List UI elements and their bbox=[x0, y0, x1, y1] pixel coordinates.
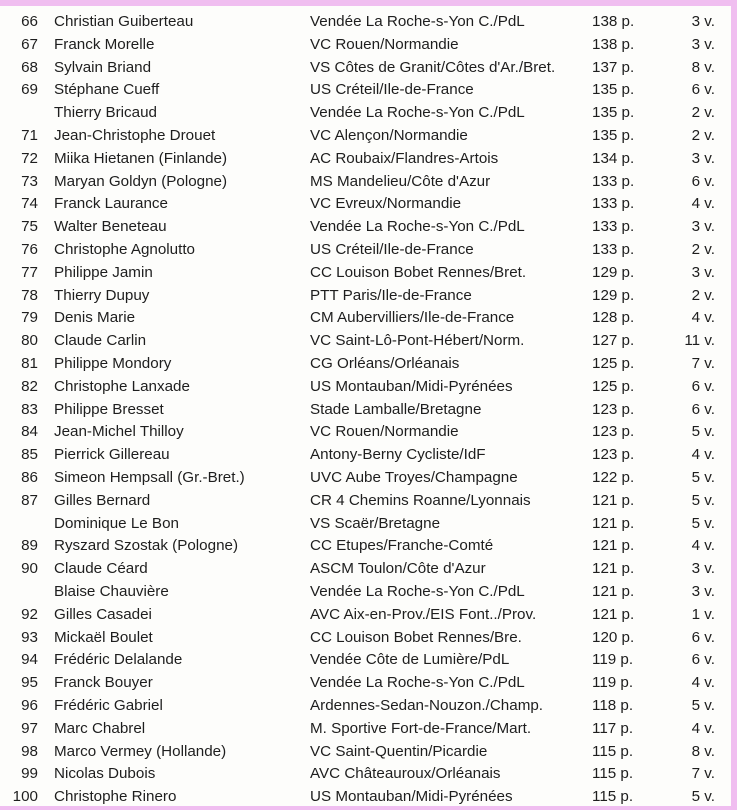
wins-value: 6 v. bbox=[691, 400, 715, 418]
rider-name: Gilles Bernard bbox=[54, 491, 151, 509]
table-row bbox=[0, 307, 731, 330]
rank-cell: 79 bbox=[21, 309, 38, 327]
table-row bbox=[0, 353, 731, 376]
rider-name: Stéphane Cueff bbox=[54, 81, 160, 99]
club-name: VS Scaër/Bretagne bbox=[310, 514, 441, 532]
points-value: 121 p. bbox=[592, 537, 635, 555]
wins-value: 5 v. bbox=[691, 469, 715, 486]
points-value: 133 p. bbox=[592, 195, 635, 213]
table-row bbox=[0, 627, 731, 650]
table-row bbox=[0, 467, 731, 490]
club-name: CC Louison Bobet Rennes/Bre. bbox=[310, 628, 522, 646]
wins-value: 3 v. bbox=[691, 560, 715, 578]
rider-name: Christian Guiberteau bbox=[54, 13, 194, 30]
points-value: 138 p. bbox=[592, 35, 635, 53]
wins-value: 4 v. bbox=[691, 674, 715, 692]
rank-cell: 80 bbox=[21, 332, 38, 350]
club-name: CM Aubervilliers/Ile-de-France bbox=[310, 309, 515, 327]
club-name: M. Sportive Fort-de-France/Mart. bbox=[310, 719, 532, 737]
rider-name: Blaise Chauvière bbox=[54, 583, 169, 600]
rank-cell: 76 bbox=[21, 241, 38, 258]
rider-name: Philippe Mondory bbox=[54, 355, 172, 372]
wins-value: 5 v. bbox=[691, 697, 715, 714]
rider-name: Franck Bouyer bbox=[54, 674, 153, 692]
points-value: 125 p. bbox=[592, 355, 635, 372]
club-name: VC Evreux/Normandie bbox=[310, 195, 462, 213]
table-row bbox=[0, 444, 731, 467]
points-value: 119 p. bbox=[592, 674, 634, 692]
rider-name: Mickaël Boulet bbox=[54, 628, 153, 646]
club-name: VC Alençon/Normandie bbox=[310, 127, 468, 144]
points-value: 138 p. bbox=[592, 13, 635, 30]
club-name: CG Orléans/Orléanais bbox=[310, 355, 460, 372]
club-name: CR 4 Chemins Roanne/Lyonnais bbox=[310, 491, 531, 509]
table-row bbox=[0, 376, 731, 399]
rider-name: Franck Morelle bbox=[54, 35, 155, 53]
club-name: Vendée La Roche-s-Yon C./PdL bbox=[310, 13, 525, 30]
rank-cell: 75 bbox=[21, 218, 38, 236]
rank-cell: 83 bbox=[21, 400, 38, 418]
points-value: 134 p. bbox=[592, 149, 635, 167]
wins-value: 6 v. bbox=[691, 628, 715, 646]
points-value: 123 p. bbox=[592, 423, 635, 441]
club-name: PTT Paris/Ile-de-France bbox=[310, 286, 472, 304]
rider-name: Frédéric Delalande bbox=[54, 651, 183, 669]
table-row bbox=[0, 57, 731, 80]
points-value: 121 p. bbox=[592, 514, 635, 532]
table-row bbox=[0, 786, 731, 809]
points-value: 129 p. bbox=[592, 263, 635, 281]
wins-value: 6 v. bbox=[691, 651, 715, 669]
rank-cell: 84 bbox=[21, 423, 38, 441]
table-row bbox=[0, 34, 731, 57]
table-row bbox=[0, 399, 731, 422]
table-row bbox=[0, 79, 731, 102]
table-row bbox=[0, 239, 731, 262]
rank-cell: 86 bbox=[21, 469, 38, 486]
points-value: 128 p. bbox=[592, 309, 635, 327]
club-name: CC Etupes/Franche-Comté bbox=[310, 537, 494, 555]
club-name: Stade Lamballe/Bretagne bbox=[310, 400, 482, 418]
club-name: AVC Châteauroux/Orléanais bbox=[310, 765, 501, 783]
club-name: AVC Aix-en-Prov./EIS Font../Prov. bbox=[310, 605, 537, 623]
points-value: 122 p. bbox=[592, 469, 635, 486]
rider-name: Franck Laurance bbox=[54, 195, 168, 213]
table-row bbox=[0, 193, 731, 216]
points-value: 120 p. bbox=[592, 628, 635, 646]
points-value: 123 p. bbox=[592, 400, 635, 418]
rider-name: Christophe Lanxade bbox=[54, 377, 190, 395]
wins-value: 3 v. bbox=[691, 218, 715, 236]
rider-name: Claude Carlin bbox=[54, 332, 147, 350]
rank-cell: 92 bbox=[21, 605, 38, 623]
rider-name: Philippe Jamin bbox=[54, 263, 153, 281]
points-value: 119 p. bbox=[592, 651, 634, 669]
wins-value: 5 v. bbox=[691, 788, 715, 806]
rider-name: Jean-Michel Thilloy bbox=[54, 423, 184, 441]
points-value: 121 p. bbox=[592, 583, 635, 600]
club-name: US Montauban/Midi-Pyrénées bbox=[310, 788, 513, 806]
rank-cell: 71 bbox=[21, 127, 38, 144]
wins-value: 5 v. bbox=[691, 423, 715, 441]
wins-value: 8 v. bbox=[691, 742, 715, 760]
table-row bbox=[0, 695, 731, 718]
wins-value: 8 v. bbox=[691, 58, 715, 76]
club-name: US Montauban/Midi-Pyrénées bbox=[310, 377, 513, 395]
table-row bbox=[0, 672, 731, 695]
points-value: 133 p. bbox=[592, 172, 635, 190]
wins-value: 3 v. bbox=[691, 263, 715, 281]
rank-cell: 82 bbox=[21, 377, 38, 395]
rank-cell: 73 bbox=[21, 172, 38, 190]
club-name: Antony-Berny Cycliste/IdF bbox=[310, 446, 486, 464]
rank-cell: 81 bbox=[21, 355, 38, 372]
rank-cell: 100 bbox=[12, 788, 38, 806]
club-name: Vendée La Roche-s-Yon C./PdL bbox=[310, 674, 525, 692]
table-row bbox=[0, 330, 731, 353]
points-value: 133 p. bbox=[592, 241, 635, 258]
points-value: 115 p. bbox=[592, 765, 634, 783]
wins-value: 7 v. bbox=[691, 355, 715, 372]
rider-name: Dominique Le Bon bbox=[54, 514, 179, 532]
rider-name: Simeon Hempsall (Gr.-Bret.) bbox=[54, 469, 245, 486]
rank-cell: 94 bbox=[21, 651, 38, 669]
points-value: 129 p. bbox=[592, 286, 635, 304]
club-name: Vendée Côte de Lumière/PdL bbox=[310, 651, 510, 669]
club-name: Ardennes-Sedan-Nouzon./Champ. bbox=[310, 697, 544, 714]
points-value: 127 p. bbox=[592, 332, 635, 350]
club-name: UVC Aube Troyes/Champagne bbox=[310, 469, 518, 486]
club-name: AC Roubaix/Flandres-Artois bbox=[310, 149, 499, 167]
rank-cell: 77 bbox=[21, 263, 38, 281]
table-row bbox=[0, 581, 731, 604]
wins-value: 2 v. bbox=[691, 104, 715, 122]
table-row bbox=[0, 421, 731, 444]
rider-name: Marc Chabrel bbox=[54, 719, 146, 737]
rider-name: Frédéric Gabriel bbox=[54, 697, 163, 714]
points-value: 115 p. bbox=[592, 742, 634, 760]
points-value: 137 p. bbox=[592, 58, 635, 76]
rider-name: Thierry Bricaud bbox=[54, 104, 157, 122]
wins-value: 1 v. bbox=[691, 605, 715, 623]
club-name: Vendée La Roche-s-Yon C./PdL bbox=[310, 583, 525, 600]
points-value: 133 p. bbox=[592, 218, 635, 236]
rider-name: Pierrick Gillereau bbox=[54, 446, 170, 464]
wins-value: 3 v. bbox=[691, 13, 715, 30]
table-row bbox=[0, 490, 731, 513]
wins-value: 4 v. bbox=[691, 195, 715, 213]
table-row bbox=[0, 763, 731, 786]
wins-value: 3 v. bbox=[691, 583, 715, 600]
rider-name: Maryan Goldyn (Pologne) bbox=[54, 172, 228, 190]
club-name: US Créteil/Ile-de-France bbox=[310, 81, 474, 99]
wins-value: 7 v. bbox=[691, 765, 715, 783]
rider-name: Claude Céard bbox=[54, 560, 148, 578]
table-row bbox=[0, 125, 731, 148]
wins-value: 2 v. bbox=[691, 127, 715, 144]
rank-cell: 68 bbox=[21, 58, 38, 76]
table-row bbox=[0, 11, 731, 34]
wins-value: 4 v. bbox=[691, 537, 715, 555]
table-row bbox=[0, 216, 731, 239]
rider-name: Jean-Christophe Drouet bbox=[54, 127, 216, 144]
rider-name: Nicolas Dubois bbox=[54, 765, 156, 783]
club-name: US Créteil/Ile-de-France bbox=[310, 241, 474, 258]
rider-name: Miika Hietanen (Finlande) bbox=[54, 149, 228, 167]
points-value: 121 p. bbox=[592, 491, 635, 509]
wins-value: 6 v. bbox=[691, 172, 715, 190]
rank-cell: 95 bbox=[21, 674, 38, 692]
rank-cell: 66 bbox=[21, 13, 38, 30]
table-row bbox=[0, 102, 731, 125]
table-row bbox=[0, 148, 731, 171]
wins-value: 2 v. bbox=[691, 286, 715, 304]
wins-value: 6 v. bbox=[691, 377, 715, 395]
club-name: ASCM Toulon/Côte d'Azur bbox=[310, 560, 486, 578]
wins-value: 5 v. bbox=[691, 514, 715, 532]
table-row bbox=[0, 558, 731, 581]
rider-name: Philippe Bresset bbox=[54, 400, 164, 418]
rank-cell: 72 bbox=[21, 149, 38, 167]
rank-cell: 96 bbox=[21, 697, 38, 714]
club-name: VC Saint-Quentin/Picardie bbox=[310, 742, 488, 760]
wins-value: 4 v. bbox=[691, 446, 715, 464]
points-value: 123 p. bbox=[592, 446, 635, 464]
wins-value: 3 v. bbox=[691, 149, 715, 167]
rank-cell: 78 bbox=[21, 286, 38, 304]
wins-value: 11 v. bbox=[684, 332, 715, 350]
table-row bbox=[0, 649, 731, 672]
rank-cell: 97 bbox=[21, 719, 38, 737]
table-row bbox=[0, 171, 731, 194]
club-name: VS Côtes de Granit/Côtes d'Ar./Bret. bbox=[310, 58, 556, 76]
rank-cell: 87 bbox=[21, 491, 38, 509]
wins-value: 3 v. bbox=[691, 35, 715, 53]
rank-cell: 69 bbox=[21, 81, 38, 99]
rank-cell: 89 bbox=[21, 537, 38, 555]
table-row bbox=[0, 718, 731, 741]
points-value: 135 p. bbox=[592, 81, 635, 99]
rider-name: Christophe Agnolutto bbox=[54, 241, 196, 258]
table-row bbox=[0, 513, 731, 536]
rider-name: Christophe Rinero bbox=[54, 788, 177, 806]
points-value: 135 p. bbox=[592, 127, 635, 144]
rider-name: Gilles Casadei bbox=[54, 605, 152, 623]
rank-cell: 93 bbox=[21, 628, 38, 646]
wins-value: 5 v. bbox=[691, 491, 715, 509]
club-name: VC Rouen/Normandie bbox=[310, 35, 459, 53]
rider-name: Walter Beneteau bbox=[54, 218, 167, 236]
points-value: 121 p. bbox=[592, 605, 635, 623]
rank-cell: 99 bbox=[21, 765, 38, 783]
rider-name: Ryszard Szostak (Pologne) bbox=[54, 537, 239, 555]
points-value: 115 p. bbox=[592, 788, 634, 806]
table-row bbox=[0, 285, 731, 308]
points-value: 117 p. bbox=[592, 719, 634, 737]
rider-name: Denis Marie bbox=[54, 309, 136, 327]
table-row bbox=[0, 262, 731, 285]
club-name: VC Saint-Lô-Pont-Hébert/Norm. bbox=[310, 332, 525, 350]
table-row bbox=[0, 604, 731, 627]
rider-name: Thierry Dupuy bbox=[54, 286, 150, 304]
points-value: 118 p. bbox=[592, 697, 634, 714]
ranking-page bbox=[0, 6, 731, 806]
wins-value: 4 v. bbox=[691, 309, 715, 327]
rank-cell: 85 bbox=[21, 446, 38, 464]
rank-cell: 74 bbox=[21, 195, 38, 213]
points-value: 121 p. bbox=[592, 560, 635, 578]
club-name: Vendée La Roche-s-Yon C./PdL bbox=[310, 104, 525, 122]
club-name: CC Louison Bobet Rennes/Bret. bbox=[310, 263, 527, 281]
club-name: VC Rouen/Normandie bbox=[310, 423, 459, 441]
table-row bbox=[0, 535, 731, 558]
rank-cell: 67 bbox=[21, 35, 38, 53]
club-name: Vendée La Roche-s-Yon C./PdL bbox=[310, 218, 525, 236]
rank-cell: 90 bbox=[21, 560, 38, 578]
wins-value: 2 v. bbox=[691, 241, 715, 258]
wins-value: 4 v. bbox=[691, 719, 715, 737]
points-value: 135 p. bbox=[592, 104, 635, 122]
points-value: 125 p. bbox=[592, 377, 635, 395]
rider-name: Marco Vermey (Hollande) bbox=[54, 742, 227, 760]
wins-value: 6 v. bbox=[691, 81, 715, 99]
table-row bbox=[0, 741, 731, 764]
club-name: MS Mandelieu/Côte d'Azur bbox=[310, 172, 491, 190]
rank-cell: 98 bbox=[21, 742, 38, 760]
rider-name: Sylvain Briand bbox=[54, 58, 152, 76]
